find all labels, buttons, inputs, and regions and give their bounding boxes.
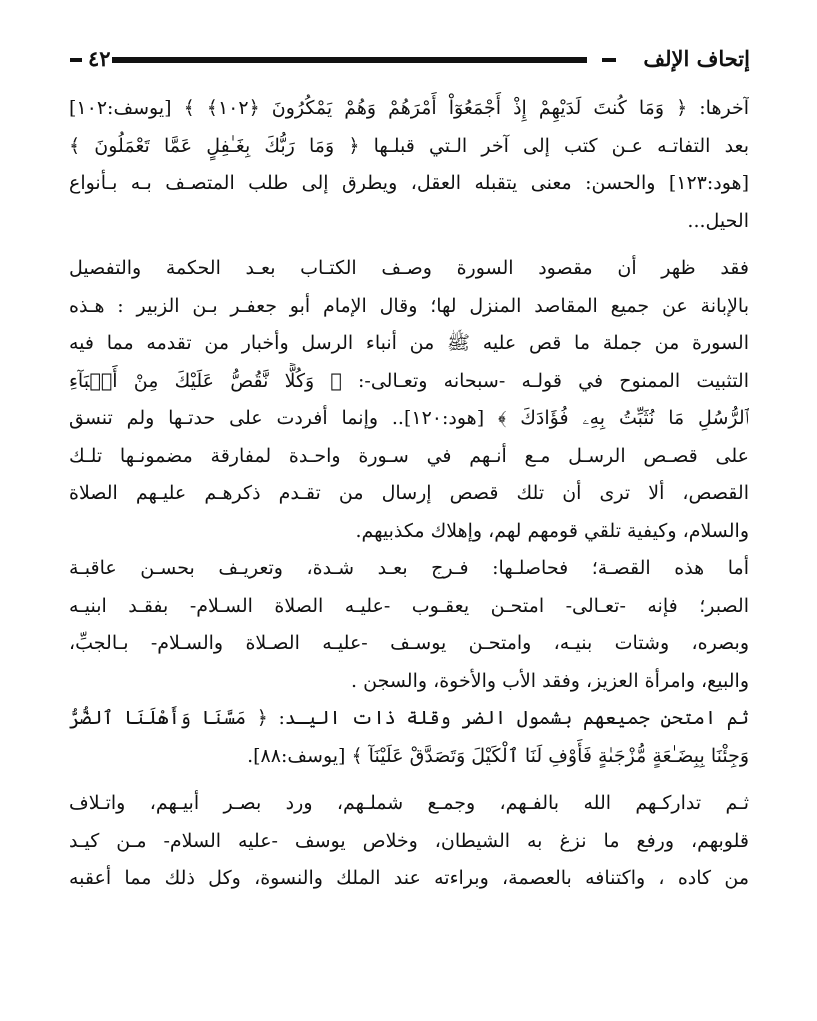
page-body [69,90,749,898]
title-dash [602,58,616,62]
text-line: الحيل... [687,209,749,232]
text-line: والسلام، وكيفية تلقي قومهم لهم، وإهلاك مكذبيهم. [355,519,749,542]
text-line: والبيع، وامرأة العزيز، وفقد الأب والأخوة، والسجن . [351,669,749,692]
text-line: آخرها: ﴿ وَمَا كُنتَ لَدَيْهِمْ إِذْ أَجْمَعُوٓاْ أَمْرَهُمْ وَهُمْ يَمْكُرُونَ ﴿١٠٢﴾ ﴾ [يوسف:١٠٢] [69,97,749,119]
text-line: ٱلرُّسُلِ مَا نُثَبِّتُ بِهِۦ فُؤَادَكَ ﴾ [هود:١٢٠].. وإنما أفردت على حدتـها ولم تنسق [69,407,749,429]
page-number: ٤٢ [88,46,111,71]
text-line: بالإبانة عن جميع المقاصد المنزل لها؛ وقال الإمام أبو جعفـر بـن الزبير : هـذه [69,294,749,317]
text-line: السورة من جملة ما قص عليه ﷺ من أنباء الرسل وأخبار من تقدمه مما فيه [69,332,749,354]
page-number-dash [70,58,82,62]
text-line: على قصـص الرسـل مـع أنـهم في سـورة واحـدة لمفارقة مضمونـها تلـك [69,444,749,467]
text-line: القصص، ألا ترى أن تلك قصص إرسال من تقـدم ذكرهـم عليـهم الصلاة [69,482,749,504]
page-header [70,44,750,78]
text-line: [هود:١٢٣] والحسن: معنى يتقبله العقل، ويطرق إلى طلب المتصـف بـه بـأنواع [69,172,749,194]
text-line: قلوبهم، ورفع ما نزغ به الشيطان، وخلاص يوسف -عليه السلام- مـن كيـد [69,829,749,852]
header-rule [112,57,587,63]
text-line: وَجِئْنَا بِبِضَـٰعَةٍ مُّزْجَىٰةٍ فَأَوْفِ لَنَا ٱلْكَيْلَ وَتَصَدَّقْ عَلَيْنَآ ﴾ [يوسف:٨٨]. [247,744,749,767]
text-line: ثـم تداركـهم الله بالفـهم، وجمـع شملـهم، ورد بصـر أبيـهم، واتـلاف [69,792,749,814]
paragraph-3 [69,550,749,700]
paragraph-1 [69,90,749,240]
text-line: الصبر؛ فإنه -تعـالى- امتحـن يعقـوب -عليـه الصلاة السـلام- بفقـد ابنيـه [69,594,749,617]
text-line: أما هذه القصـة؛ فحاصلـها: فـرج بعـد شـدة، وتعريـف بحسـن عاقبـة [69,557,749,579]
text-line: بعد التفاتـه عـن كتب إلى آخر الـتي قبلـها ﴿ وَمَا رَبُّكَ بِغَـٰفِلٍ عَمَّا تَعْمَلُونَ ﴾ [69,134,749,157]
paragraph-4 [69,700,749,775]
paragraph-2 [69,250,749,550]
text-line: ثم امتحن جميعهم بشمول الضر وقلة ذات اليـد: ﴿ مَسَّنَا وَأَهْلَنَا ٱلضُّرُّ [69,707,749,729]
text-line: وبصره، وشتات بنيـه، وامتحـن يوسـف -عليـه الصـلاة والسـلام- بـالجبِّ، [69,632,749,654]
book-title: إتحاف الإلف [643,46,750,71]
text-line: التثبيت الممنوح في قولـه -سبحانه وتعـالى-: ﴿ وَكُلًّا نَّقُصُّ عَلَيْكَ مِنْ أَنۢبَآءِ [69,369,749,392]
text-line: من كاده ، واكتنافه بالعصمة، وبراءته عند الملك والنسوة، وكل ذلك مما أعقبه [69,867,749,889]
paragraph-5 [69,785,749,898]
text-line: فقد ظهر أن مقصود السورة وصـف الكتـاب بعـد الحكمة والتفصيل [69,257,749,279]
